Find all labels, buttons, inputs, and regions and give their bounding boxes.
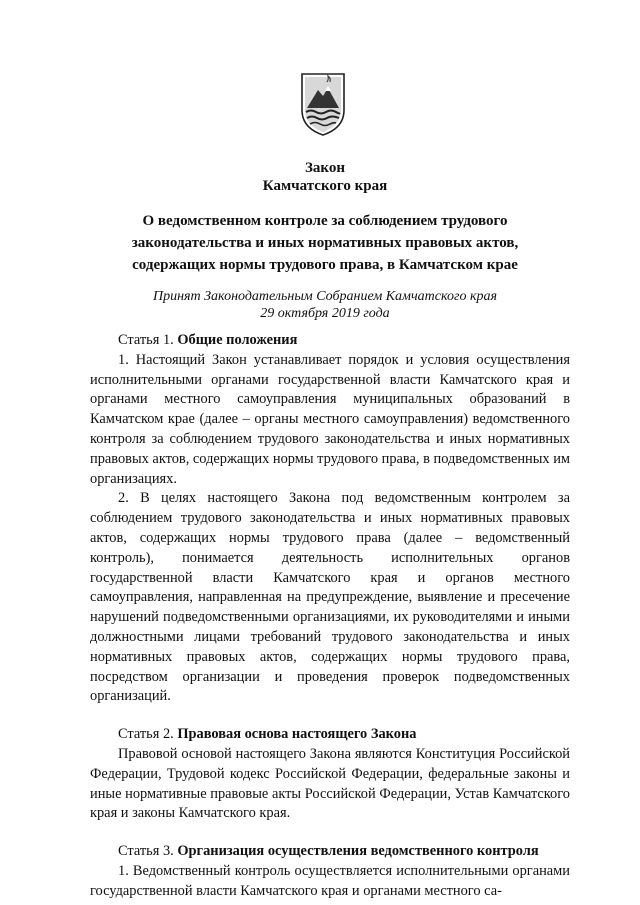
article-2-heading [90, 725, 570, 745]
adoption-date: 29 октября 2019 года [260, 306, 390, 321]
article-1-paragraph-1: 1. Настоящий Закон устанавливает порядок и условия осуществления исполнительными органами государственной власти Камчатского края и органами местного самоуправления муниципальных образований в Камчатском крае (далее – органы местного самоуправления) ведомственного контроля за соблюдением трудового законодательства и иных нормативных правовых актов, содержащих нормы трудового права, в подведомственных им организациях. [90, 351, 571, 487]
adoption-note [60, 288, 590, 322]
article-2-paragraph-1: Правовой основой настоящего Закона являются Конституция Российской Федерации, Трудовой кодекс Российской Федерации, федеральные законы и иные нормативные правовые акты Российской Федерации, Устав Камчатского края и законы Камчатского края. [90, 745, 570, 822]
document-region: Камчатского края [262, 178, 388, 194]
article-3-number: Статья 3. [118, 843, 174, 860]
article-3-title: Организация осуществления ведомственного контроля [177, 843, 539, 860]
document-body [90, 331, 570, 902]
article-3-paragraph-1: 1. Ведомственный контроль осуществляется исполнительными органами государственной власти Камчатского края и органами местного са- [90, 862, 570, 899]
article-1-title: Общие положения [177, 332, 298, 348]
article-1-paragraph-2: 2. В целях настоящего Закона под ведомственным контролем за соблюдением трудового законодательства и иных нормативных правовых актов, содержащих нормы трудового права (далее – ведомственный контроль), понимается деятельность исполнительных органов государственной власти Камчатского края и органов местного самоуправления, направленная на предупреждение, выявление и пресечение нарушений подведомственными организациями, их руководителями и иными должностными лицами требований трудового законодательства и иных нормативных правовых актов, содержащих нормы трудового права, посредством организации и проведения проверок подведомственных организаций. [90, 490, 570, 705]
article-1-number: Статья 1. [118, 332, 174, 348]
kamchatka-coat-of-arms-icon [298, 70, 348, 138]
adoption-body: Принят Законодательным Собранием Камчатского края [152, 289, 498, 304]
law-subject: О ведомственном контроле за соблюдением трудового законодательства и иных нормативных правовых актов, содержащих нормы трудового права, в Камчатском крае [131, 213, 519, 273]
article-1-heading [90, 331, 570, 351]
article-3-heading [90, 842, 570, 862]
article-2-title: Правовая основа настоящего Закона [177, 726, 417, 743]
article-2-number: Статья 2. [118, 726, 174, 743]
document-title: Закон [304, 160, 345, 176]
